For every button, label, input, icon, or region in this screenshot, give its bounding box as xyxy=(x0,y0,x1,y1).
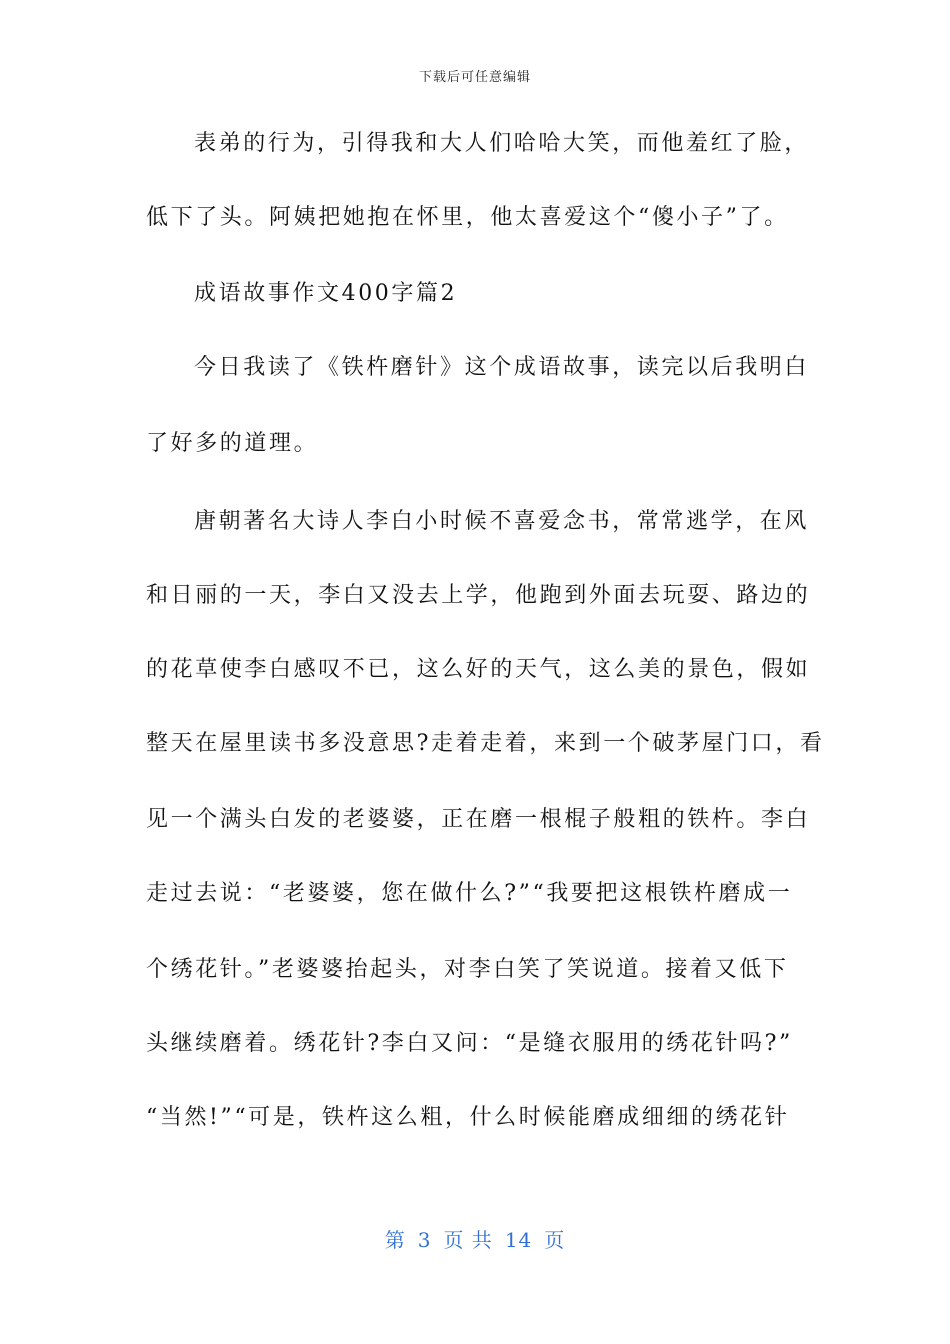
section-title: 成语故事作文400字篇2 xyxy=(194,281,458,306)
footer-current-page: 3 xyxy=(417,1228,432,1252)
text-line-1: 表弟的行为，引得我和大人们哈哈大笑，而他羞红了脸， xyxy=(194,131,810,156)
text-line-5: 了好多的道理。 xyxy=(146,431,319,456)
footer-total-pages: 14 xyxy=(504,1228,533,1252)
footer-middle: 页 共 xyxy=(443,1228,493,1252)
text-line-13: 头继续磨着。绣花针?李白又问：“是缝衣服用的绣花针吗?” xyxy=(146,1031,793,1056)
text-line-4: 今日我读了《铁杵磨针》这个成语故事，读完以后我明白 xyxy=(194,355,810,380)
text-line-14: “当然!”“可是，铁杵这么粗，什么时候能磨成细细的绣花针 xyxy=(146,1105,790,1130)
page-header: 下载后可任意编辑 xyxy=(418,70,531,85)
text-line-8: 的花草使李白感叹不已，这么好的天气，这么美的景色，假如 xyxy=(146,657,811,682)
text-line-7: 和日丽的一天，李白又没去上学，他跑到外面去玩耍、路边的 xyxy=(146,583,811,608)
text-line-12: 个绣花针。”老婆婆抬起头，对李白笑了笑说道。接着又低下 xyxy=(146,957,789,982)
text-line-11: 走过去说：“老婆婆，您在做什么?”“我要把这根铁杵磨成一 xyxy=(146,881,793,906)
text-line-9: 整天在屋里读书多没意思?走着走着，来到一个破茅屋门口，看 xyxy=(146,731,825,756)
text-line-6: 唐朝著名大诗人李白小时候不喜爱念书，常常逃学，在风 xyxy=(194,509,810,534)
text-line-10: 见一个满头白发的老婆婆，正在磨一根棍子般粗的铁杵。李白 xyxy=(146,807,811,832)
page-footer xyxy=(0,1224,950,1253)
footer-prefix: 第 xyxy=(384,1228,406,1252)
text-line-2: 低下了头。阿姨把她抱在怀里，他太喜爱这个“傻小子”了。 xyxy=(146,205,789,230)
footer-suffix: 页 xyxy=(544,1228,566,1252)
